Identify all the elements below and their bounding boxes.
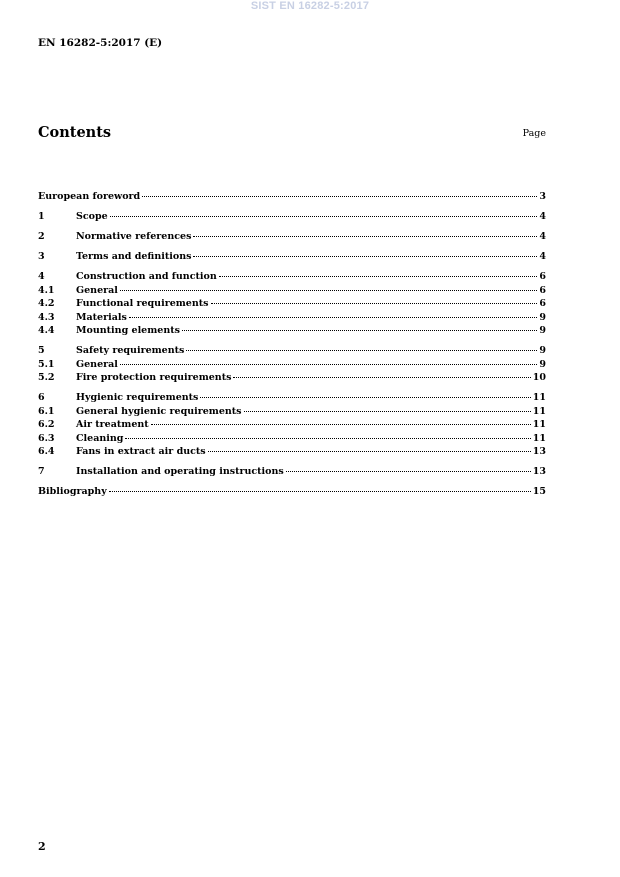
toc-entry-page: 6 [539, 284, 546, 296]
toc-entry-page: 15 [532, 486, 546, 497]
toc-entry-page: 11 [532, 419, 546, 430]
toc-entry-page: 13 [532, 446, 546, 457]
toc-entry-number: 4.4 [38, 325, 55, 336]
toc-entry[interactable] [38, 270, 546, 284]
toc-entry[interactable] [38, 250, 546, 264]
toc-entry[interactable] [38, 371, 546, 385]
toc-entry-title: General [76, 358, 118, 370]
toc-entry[interactable] [38, 432, 546, 446]
toc-entry-title: Fire protection requirements [76, 372, 232, 383]
toc-entry-number: 6 [38, 392, 45, 403]
toc-entry-number: 6.4 [38, 446, 55, 457]
toc-entry-page: 4 [539, 211, 546, 222]
toc-entry-title: Air treatment [76, 419, 149, 430]
dot-leader [151, 424, 531, 425]
dot-leader [129, 317, 538, 318]
toc-entry[interactable] [38, 230, 546, 244]
dot-leader [219, 276, 538, 277]
toc-entry[interactable] [38, 418, 546, 432]
toc-entry-page: 11 [532, 432, 546, 444]
toc-entry-page: 11 [532, 405, 546, 417]
toc-entry[interactable] [38, 445, 546, 459]
toc-entry-number: 4.1 [38, 284, 55, 296]
toc-entry-number: 4.3 [38, 311, 55, 323]
toc-entry-page: 11 [532, 392, 546, 403]
toc-entry[interactable] [38, 391, 546, 405]
dot-leader [109, 491, 531, 492]
toc-entry-number: 5.2 [38, 372, 55, 383]
toc-entry-page: 9 [539, 325, 546, 336]
dot-leader [244, 411, 531, 412]
toc-entry-title: Functional requirements [76, 298, 209, 309]
watermark: SIST EN 16282-5:2017 [250, 0, 370, 12]
toc-entry-title: Fans in extract air ducts [76, 446, 206, 457]
dot-leader [211, 303, 538, 304]
table-of-contents [38, 190, 546, 499]
toc-entry-number: 1 [38, 211, 45, 222]
dot-leader [286, 471, 531, 472]
toc-entry-number: 6.1 [38, 405, 55, 417]
toc-entry-number: 6.2 [38, 419, 55, 430]
toc-entry-page: 9 [539, 345, 546, 356]
dot-leader [208, 451, 531, 452]
toc-entry-title: General [76, 284, 118, 296]
toc-entry[interactable] [38, 297, 546, 311]
toc-entry-title: Mounting elements [76, 325, 180, 336]
toc-entry[interactable] [38, 284, 546, 298]
toc-entry-page: 10 [532, 372, 546, 383]
dot-leader [142, 196, 537, 197]
toc-entry-number: 6.3 [38, 432, 55, 444]
toc-entry-page: 4 [539, 251, 546, 262]
toc-entry[interactable] [38, 210, 546, 224]
toc-entry-number: 4 [38, 271, 45, 282]
toc-entry-title: Terms and definitions [76, 251, 192, 262]
toc-entry[interactable] [38, 344, 546, 358]
toc-entry-title: Safety requirements [76, 345, 185, 356]
toc-entry-page: 4 [539, 231, 546, 242]
toc-entry[interactable] [38, 465, 546, 479]
dot-leader [182, 330, 537, 331]
toc-entry-page: 6 [539, 271, 546, 282]
toc-entry-title: Materials [76, 311, 127, 323]
toc-entry[interactable] [38, 324, 546, 338]
toc-entry-number: 4.2 [38, 298, 55, 309]
toc-entry-title: Bibliography [38, 486, 107, 497]
dot-leader [200, 397, 530, 398]
toc-entry-number: 3 [38, 251, 45, 262]
page-column-label: Page [522, 128, 546, 139]
toc-entry-title: Normative references [76, 231, 192, 242]
dot-leader [110, 216, 538, 217]
toc-entry-title: General hygienic requirements [76, 405, 242, 417]
toc-entry-title: European foreword [38, 191, 141, 202]
toc-entry-page: 9 [539, 358, 546, 370]
toc-entry-number: 2 [38, 231, 45, 242]
toc-entry[interactable] [38, 190, 546, 204]
toc-entry[interactable] [38, 311, 546, 325]
toc-entry[interactable] [38, 405, 546, 419]
toc-entry-number: 5.1 [38, 358, 55, 370]
dot-leader [120, 290, 537, 291]
dot-leader [233, 377, 530, 378]
toc-entry-page: 3 [539, 191, 546, 202]
toc-entry-number: 7 [38, 466, 45, 477]
toc-entry-title: Hygienic requirements [76, 392, 199, 403]
toc-entry-page: 6 [539, 298, 546, 309]
toc-entry-title: Scope [76, 211, 108, 222]
toc-entry-title: Installation and operating instructions [76, 466, 284, 477]
dot-leader [186, 350, 537, 351]
toc-entry-title: Cleaning [76, 432, 124, 444]
toc-entry-number: 5 [38, 345, 45, 356]
toc-entry-page: 9 [539, 311, 546, 323]
dot-leader [125, 438, 530, 439]
toc-entry[interactable] [38, 485, 546, 499]
toc-entry-page: 13 [532, 466, 546, 477]
dot-leader [193, 236, 537, 237]
page-number: 2 [38, 840, 46, 853]
dot-leader [120, 364, 537, 365]
toc-entry[interactable] [38, 358, 546, 372]
contents-heading: Contents [38, 124, 112, 141]
toc-entry-title: Construction and function [76, 271, 217, 282]
dot-leader [193, 256, 537, 257]
document-id: EN 16282-5:2017 (E) [38, 37, 163, 49]
